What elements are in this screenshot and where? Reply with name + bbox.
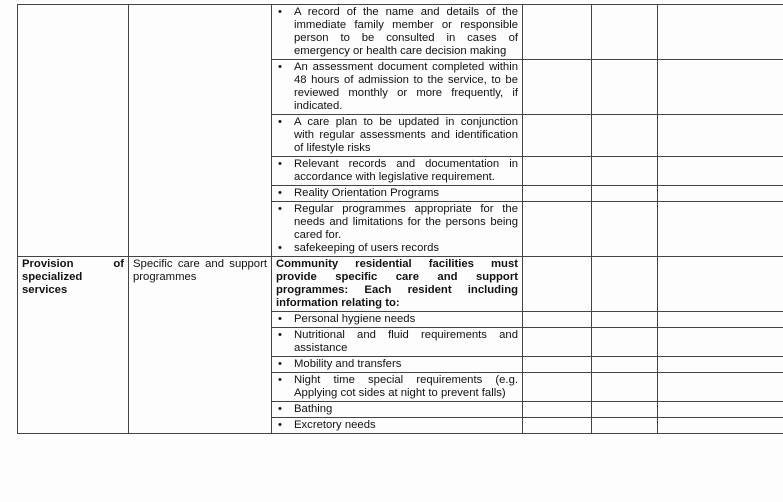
section-title: Provision of specialized services xyxy=(22,258,124,296)
requirement-cell xyxy=(272,60,523,115)
requirement-text: An assessment document completed within 48 hours of admission to the service, to be reviewed monthly or more frequently, if indicated. xyxy=(294,61,518,112)
empty-cell xyxy=(129,5,272,257)
bullet-icon: • xyxy=(278,403,282,415)
comment-cell xyxy=(658,115,783,157)
comment-cell xyxy=(658,202,783,257)
list-item xyxy=(276,187,518,200)
check-cell xyxy=(523,157,592,186)
list-item xyxy=(276,329,518,355)
requirement-cell xyxy=(272,312,523,328)
requirement-text: A care plan to be updated in conjunction with regular assessments and identification of lifestyle risks xyxy=(294,116,518,154)
list-item xyxy=(276,419,518,432)
check-cell xyxy=(523,418,592,434)
requirement-cell xyxy=(272,402,523,418)
requirement-text: Regular programmes appropriate for the needs and limitations for the persons being cared for. xyxy=(294,203,518,241)
bullet-icon: • xyxy=(278,374,282,386)
list-item xyxy=(276,358,518,371)
comment-cell xyxy=(658,157,783,186)
requirement-text: Relevant records and documentation in accordance with legislative requirement. xyxy=(294,158,518,183)
comment-cell xyxy=(658,402,783,418)
section-heading: Community residential facilities must provide specific care and support programmes: Each resident including information relating to: xyxy=(276,258,518,309)
check-cell xyxy=(592,418,658,434)
requirement-cell xyxy=(272,157,523,186)
bullet-icon: • xyxy=(278,358,282,370)
requirement-text: Nutritional and fluid requirements and assistance xyxy=(294,329,518,354)
table-row xyxy=(18,5,783,60)
check-cell xyxy=(523,60,592,115)
check-cell xyxy=(592,186,658,202)
check-cell xyxy=(523,312,592,328)
requirement-cell xyxy=(272,328,523,357)
list-item xyxy=(276,374,518,400)
bullet-icon: • xyxy=(278,242,282,254)
comment-cell xyxy=(658,357,783,373)
requirement-cell xyxy=(272,418,523,434)
bullet-icon: • xyxy=(278,61,282,73)
check-cell xyxy=(592,357,658,373)
check-cell xyxy=(523,5,592,60)
list-item xyxy=(276,242,518,255)
requirement-text: A record of the name and details of the immediate family member or responsible person to be consulted in cases of emergency or health care decision making xyxy=(294,6,518,57)
bullet-icon: • xyxy=(278,187,282,199)
comment-cell xyxy=(658,257,783,312)
bullet-icon: • xyxy=(278,329,282,341)
comment-cell xyxy=(658,328,783,357)
bullet-icon: • xyxy=(278,6,282,18)
requirement-text: safekeeping of users records xyxy=(294,242,440,254)
section-title-cell xyxy=(18,257,129,434)
requirement-cell xyxy=(272,5,523,60)
check-cell xyxy=(523,257,592,312)
table-row xyxy=(18,257,783,312)
check-cell xyxy=(523,202,592,257)
check-cell xyxy=(592,373,658,402)
bullet-icon: • xyxy=(278,419,282,431)
list-item xyxy=(276,116,518,155)
bullet-icon: • xyxy=(278,158,282,170)
comment-cell xyxy=(658,312,783,328)
requirement-text: Excretory needs xyxy=(294,419,376,431)
list-item xyxy=(276,403,518,416)
check-cell xyxy=(592,328,658,357)
requirement-text: Mobility and transfers xyxy=(294,358,402,370)
check-cell xyxy=(592,5,658,60)
bullet-icon: • xyxy=(278,313,282,325)
comment-cell xyxy=(658,186,783,202)
check-cell xyxy=(523,357,592,373)
check-cell xyxy=(592,157,658,186)
comment-cell xyxy=(658,60,783,115)
list-item xyxy=(276,203,518,242)
check-cell xyxy=(592,312,658,328)
requirement-text: Bathing xyxy=(294,403,333,415)
check-cell xyxy=(523,373,592,402)
check-cell xyxy=(523,328,592,357)
check-cell xyxy=(592,202,658,257)
list-item xyxy=(276,61,518,113)
requirement-text: Night time special requirements (e.g. Applying cot sides at night to prevent falls) xyxy=(294,374,518,399)
check-cell xyxy=(592,402,658,418)
comment-cell xyxy=(658,5,783,60)
requirement-cell xyxy=(272,373,523,402)
list-item xyxy=(276,158,518,184)
section-subtitle: Specific care and support programmes xyxy=(133,258,267,283)
check-cell xyxy=(523,186,592,202)
check-cell xyxy=(523,115,592,157)
requirement-cell xyxy=(272,186,523,202)
requirement-cell xyxy=(272,202,523,257)
section-subtitle-cell xyxy=(129,257,272,434)
bullet-icon: • xyxy=(278,116,282,128)
bullet-icon: • xyxy=(278,203,282,215)
comment-cell xyxy=(658,418,783,434)
requirement-text: Reality Orientation Programs xyxy=(294,187,440,199)
check-cell xyxy=(523,402,592,418)
empty-cell xyxy=(18,5,129,257)
requirement-text: Personal hygiene needs xyxy=(294,313,416,325)
comment-cell xyxy=(658,373,783,402)
requirement-cell xyxy=(272,357,523,373)
check-cell xyxy=(592,257,658,312)
check-cell xyxy=(592,60,658,115)
list-item xyxy=(276,313,518,326)
section-heading-cell xyxy=(272,257,523,312)
requirement-cell xyxy=(272,115,523,157)
check-cell xyxy=(592,115,658,157)
list-item xyxy=(276,6,518,58)
requirements-table xyxy=(17,4,783,434)
